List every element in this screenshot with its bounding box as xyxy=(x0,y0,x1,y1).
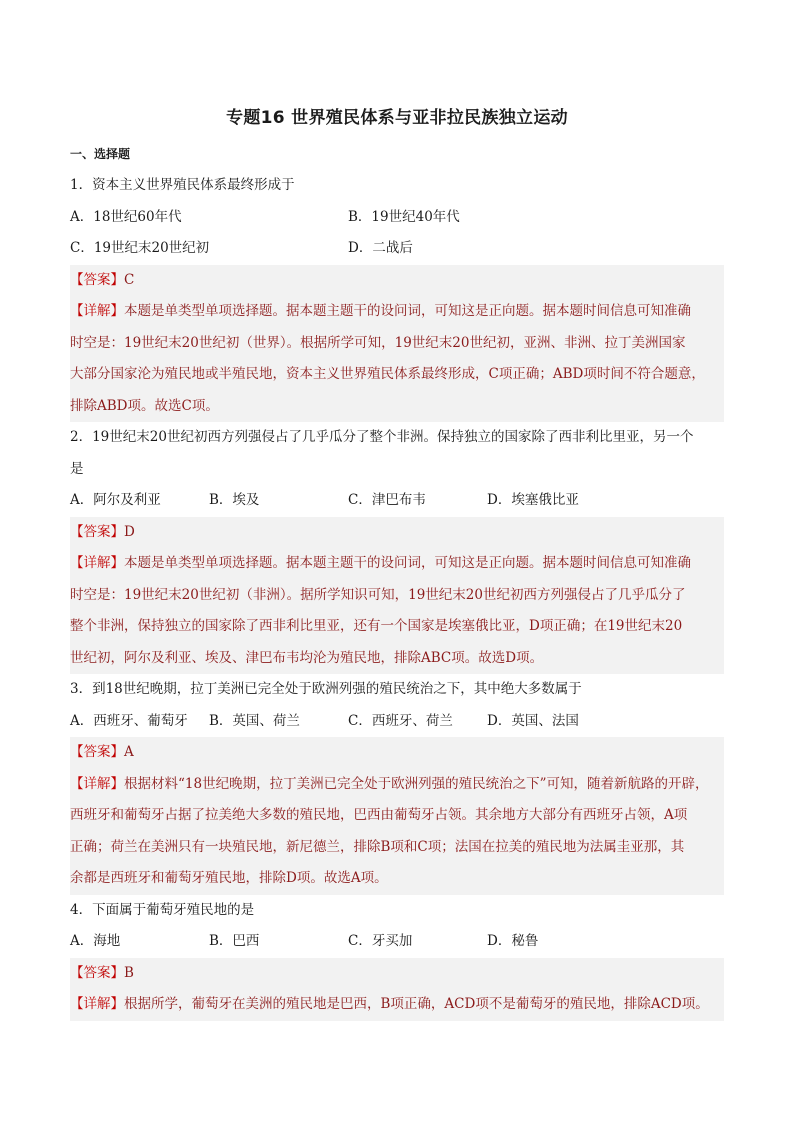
explain-tag: 【详解】 xyxy=(70,775,124,792)
option-d: D．二战后 xyxy=(348,240,413,256)
question-stem: 1．资本主义世界殖民体系最终形成于 xyxy=(70,177,295,193)
explain-line xyxy=(70,296,724,328)
option-c: C．津巴布韦 xyxy=(348,492,426,508)
options-row xyxy=(70,485,724,517)
explain-line: 正确；荷兰在美洲只有一块殖民地，新尼德兰，排除B项和C项；法国在拉美的殖民地为法属圭亚那，其 xyxy=(70,838,685,855)
answer-tag: 【答案】 xyxy=(70,523,124,540)
option-b: B．巴西 xyxy=(209,933,260,949)
page-title: 专题16 世界殖民体系与亚非拉民族独立运动 xyxy=(226,108,568,128)
explain-line: 西班牙和葡萄牙占据了拉美绝大多数的殖民地，巴西由葡萄牙占领。其余地方大部分有西班牙占领，A项 xyxy=(70,807,688,823)
explain-tag: 【详解】 xyxy=(70,996,124,1012)
question-4 xyxy=(70,895,724,1021)
option-d: D．秘鲁 xyxy=(487,933,539,949)
answer-block xyxy=(70,958,724,1021)
answer-value: B xyxy=(124,964,134,981)
question-2 xyxy=(70,422,724,674)
explain-tag: 【详解】 xyxy=(70,555,124,571)
question-stem: 4．下面属于葡萄牙殖民地的是 xyxy=(70,901,255,918)
explain-text: 根据所学，葡萄牙在美洲的殖民地是巴西，B项正确，ACD项不是葡萄牙的殖民地，排除ACD项。 xyxy=(124,996,709,1012)
option-d: D．英国、法国 xyxy=(487,712,579,729)
explain-text: 本题是单类型单项选择题。据本题主题干的设问词，可知这是正向题。据本题时间信息可知准确 xyxy=(124,555,691,571)
option-a: A．海地 xyxy=(70,933,121,949)
answer-line xyxy=(70,958,724,990)
answer-value: A xyxy=(124,744,134,760)
option-b: B．19世纪40年代 xyxy=(348,208,460,225)
explain-line xyxy=(70,548,724,580)
option-b: B．英国、荷兰 xyxy=(209,712,300,729)
options-row xyxy=(70,202,724,234)
explain-line: 排除ABD项。故选C项。 xyxy=(70,397,219,414)
option-d: D．埃塞俄比亚 xyxy=(487,492,579,508)
answer-line xyxy=(70,737,724,769)
explain-line: 时空是：19世纪末20世纪初（世界）。根据所学可知，19世纪末20世纪初，亚洲、非洲、拉丁美洲国家 xyxy=(70,334,686,351)
answer-block xyxy=(70,737,724,895)
question-stem: 3．到18世纪晚期，拉丁美洲已完全处于欧洲列强的殖民统治之下，其中绝大多数属于 xyxy=(70,681,582,697)
answer-value: D xyxy=(124,523,135,540)
section-heading: 一、选择题 xyxy=(70,147,131,161)
question-stem: 2．19世纪末20世纪初西方列强侵占了几乎瓜分了整个非洲。保持独立的国家除了西非利比里亚，另一个 xyxy=(70,429,694,445)
answer-line xyxy=(70,265,724,297)
option-a: A．阿尔及利亚 xyxy=(70,492,161,508)
answer-value: C xyxy=(124,271,135,288)
answer-block xyxy=(70,265,724,423)
explain-tag: 【详解】 xyxy=(70,303,124,319)
explain-line xyxy=(70,769,724,801)
option-c: C．19世纪末20世纪初 xyxy=(70,240,210,256)
explain-text: 本题是单类型单项选择题。据本题主题干的设问词，可知这是正向题。据本题时间信息可知准确 xyxy=(124,303,691,319)
option-a: A．18世纪60年代 xyxy=(70,208,182,225)
question-list xyxy=(70,170,724,1021)
explain-line xyxy=(70,989,724,1021)
answer-tag: 【答案】 xyxy=(70,964,124,981)
explain-line: 整个非洲，保持独立的国家除了西非利比里亚，还有一个国家是埃塞俄比亚，D项正确；在19世纪末20 xyxy=(70,618,683,634)
options-row xyxy=(70,706,724,738)
explain-line: 世纪初，阿尔及利亚、埃及、津巴布韦均沦为殖民地，排除ABC项。故选D项。 xyxy=(70,649,544,666)
answer-tag: 【答案】 xyxy=(70,744,124,760)
options-row xyxy=(70,233,724,265)
option-c: C．西班牙、荷兰 xyxy=(348,712,453,729)
options-row xyxy=(70,926,724,958)
answer-line xyxy=(70,517,724,549)
answer-tag: 【答案】 xyxy=(70,271,124,288)
question-3 xyxy=(70,674,724,895)
explain-text: 根据材料“18世纪晚期，拉丁美洲已完全处于欧洲列强的殖民统治之下”可知，随着新航路的开辟， xyxy=(124,775,709,792)
option-b: B．埃及 xyxy=(209,492,260,508)
explain-line: 时空是：19世纪末20世纪初（非洲）。据所学知识可知，19世纪末20世纪初西方列强侵占了几乎瓜分了 xyxy=(70,586,686,603)
explain-line: 大部分国家沦为殖民地或半殖民地，资本主义世界殖民体系最终形成，C项正确；ABD项时间不符合题意， xyxy=(70,366,705,382)
question-1 xyxy=(70,170,724,422)
option-c: C．牙买加 xyxy=(348,933,413,949)
explain-line: 余都是西班牙和葡萄牙殖民地，排除D项。故选A项。 xyxy=(70,870,388,886)
option-a: A．西班牙、葡萄牙 xyxy=(70,712,188,729)
question-stem: 是 xyxy=(70,460,84,477)
answer-block xyxy=(70,517,724,675)
